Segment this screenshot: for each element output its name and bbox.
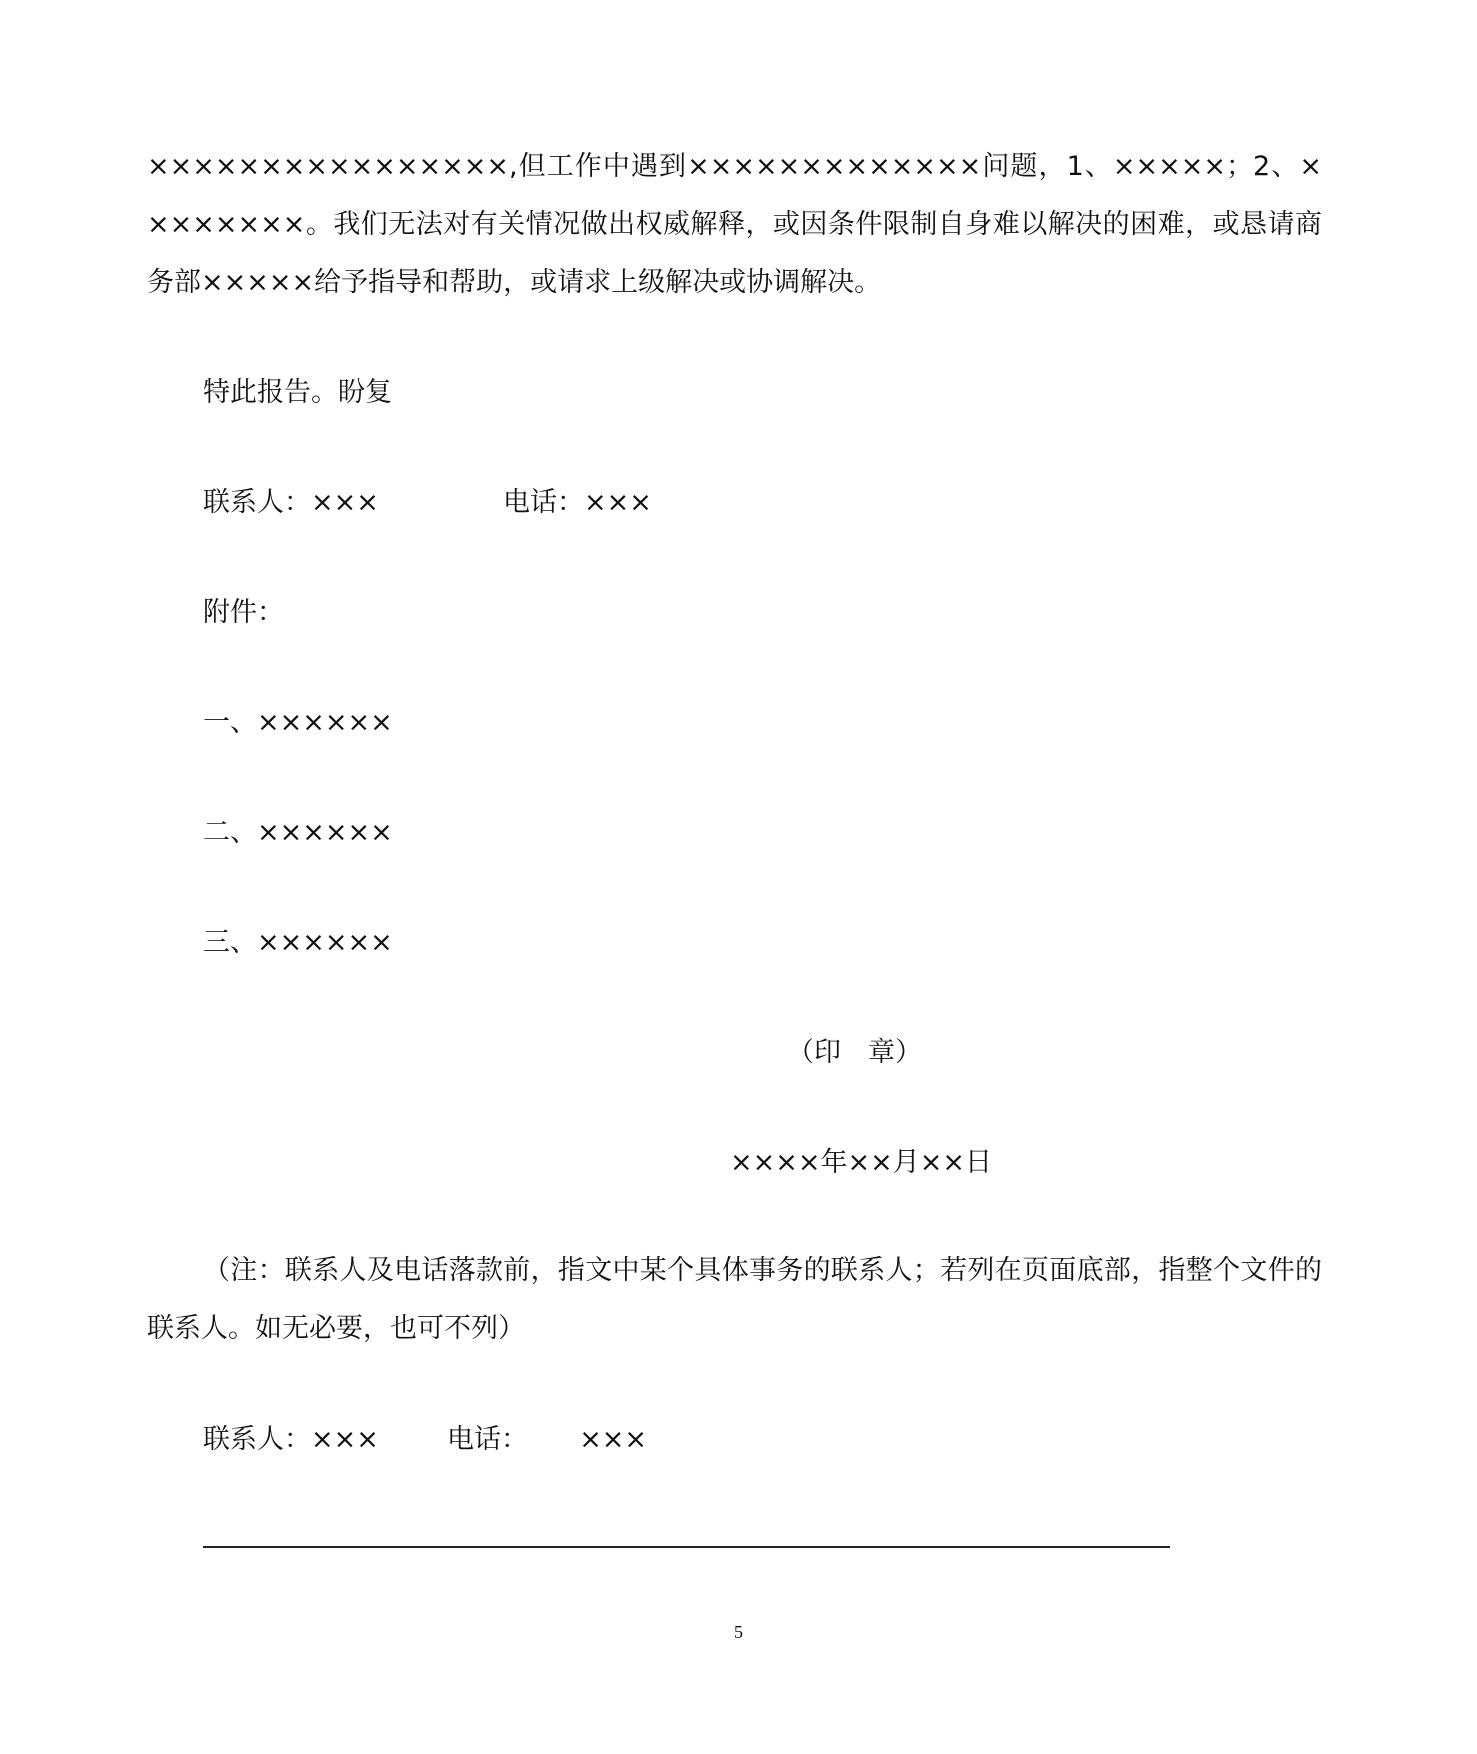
phone-line-bottom bbox=[447, 1422, 647, 1458]
page-number: 5 bbox=[734, 1622, 743, 1642]
contact-label: 联系人：××× bbox=[203, 1424, 379, 1455]
seal-placeholder: （印 章） bbox=[787, 1037, 922, 1068]
phone-label: 电话：××× bbox=[503, 487, 652, 518]
attachment-heading: 附件： bbox=[203, 597, 284, 628]
attachment-item: 三、×××××× bbox=[203, 927, 393, 958]
body-paragraph: ××××××××××××××××,但工作中遇到×××××××××××××问题，1、×××××；2、××××××××。我们无法对有关情况做出权威解释，或因条件限制自身难以解决的困难，或恳请商务部×××××给予指导和帮助，或请求上级解决或协调解决。 bbox=[147, 151, 1322, 298]
phone-value: ××× bbox=[579, 1424, 648, 1455]
horizontal-rule bbox=[203, 1546, 1170, 1548]
note-paragraph: （注：联系人及电话落款前，指文中某个具体事务的联系人；若列在页面底部，指整个文件的联系人。如无必要，也可不列） bbox=[147, 1255, 1322, 1344]
closing-text: 特此报告。盼复 bbox=[203, 377, 392, 408]
phone-label: 电话： bbox=[447, 1424, 528, 1455]
date-line: ××××年××月××日 bbox=[730, 1147, 992, 1178]
attachment-item: 一、×××××× bbox=[203, 707, 393, 738]
attachment-item: 二、×××××× bbox=[203, 817, 393, 848]
phone-line-top bbox=[503, 485, 652, 521]
contact-label: 联系人：××× bbox=[203, 487, 379, 518]
contact-line-bottom bbox=[203, 1422, 379, 1458]
contact-line-top bbox=[203, 485, 379, 521]
